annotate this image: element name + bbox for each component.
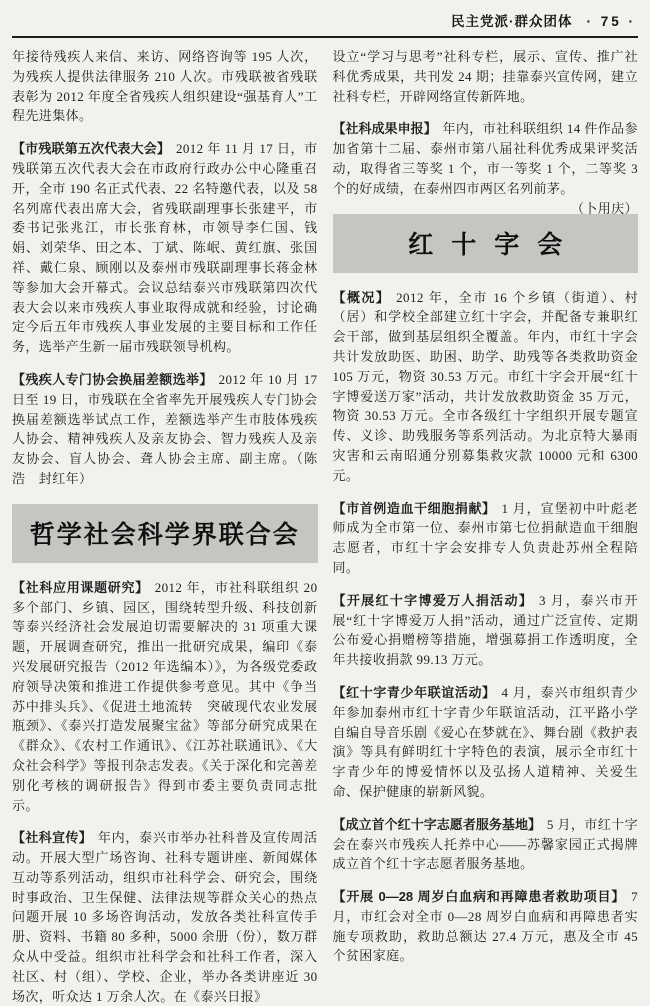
running-head-section-title: 民主党派·群众团体 xyxy=(450,14,573,29)
entry-text: 1 月，宣堡初中叶彪老师成为全市第一位、泰州市第七位捐献造血干细胞志愿者，市红十字会安排专人负责赴苏州全程陪同。 xyxy=(332,500,638,575)
byline: （卜用庆） xyxy=(570,200,638,216)
section-header: 红十字会 xyxy=(333,214,639,273)
entry-title: 【开展 0—28 周岁白血病和再障患者救助项目】 xyxy=(332,889,626,905)
entry-paragraph xyxy=(333,288,639,486)
entry-paragraph xyxy=(333,815,639,874)
entry-text: 2012 年，市社科联组织 20 多个部门、乡镇、园区，围绕转型升级、科技创新等泰兴经济社会发展迫切需要解决的 31 项重大课题，开展调查研究，推出一批研究成果，编印《泰兴发展研究报告（2012 年选编本）》，为各级党委政府领导决策和推进工作提供参考意见。其中《争当苏中排头兵》、《促进土地流转 突破现代农业发展瓶颈》、《泰兴打造发展聚宝盆》等部分研究成果在《群众》、《农村工作通讯》、《江苏社联通讯》、《大众社会科学》等报刊杂志发表。《关于深化和完善差别化考核的调研报告》得到市委主要负责同志批示。 xyxy=(12,579,318,813)
page-header xyxy=(12,8,638,36)
continuation-paragraph xyxy=(12,47,318,126)
entry-text: 4 月，泰兴市组织青少年参加泰州市红十字青少年联谊活动，江平路小学自编自导音乐剧《爱心在梦就在》、舞台剧《救护表演》等具有鲜明红十字特色的表演，展示全市红十字青少年的博爱情怀以及弘扬人道精神、关爱生命、保护健康的崭新风貌。 xyxy=(332,684,638,799)
entry-paragraph xyxy=(12,139,318,357)
entry-title: 【市首例造血干细胞捐献】 xyxy=(332,500,496,516)
entry-title: 【社科宣传】 xyxy=(12,830,93,846)
entry-paragraph xyxy=(12,578,318,816)
entry-title: 【红十字青少年联谊活动】 xyxy=(332,684,496,700)
continuation-paragraph xyxy=(333,47,639,106)
column-left xyxy=(12,47,331,1006)
entry-text: 5 月，市红十字会在泰兴市残疾人托养中心——苏馨家园正式揭牌成立首个红十字志愿者服务基地。 xyxy=(332,816,638,872)
entry-text: 3 月，泰兴市开展“红十字博爱万人捐”活动，通过广泛宣传、定期公布爱心捐赠榜等措施，增强募捐工作透明度，全年共接收捐款 99.13 万元。 xyxy=(332,592,638,668)
entry-title: 【社科应用课题研究】 xyxy=(12,579,149,595)
entry-paragraph xyxy=(333,887,639,966)
entry-title: 【残疾人专门协会换届差额选举】 xyxy=(12,371,213,387)
entry-title: 【社科成果申报】 xyxy=(332,121,437,137)
page-number: · 75 · xyxy=(586,14,636,29)
entry-paragraph xyxy=(332,119,639,216)
column-right xyxy=(333,47,639,1006)
entry-paragraph xyxy=(333,683,639,802)
entry-paragraph xyxy=(12,370,331,489)
entry-title: 【开展红十字博爱万人捐活动】 xyxy=(332,592,534,608)
entry-paragraph xyxy=(333,499,639,578)
entry-paragraph xyxy=(12,828,318,1006)
entry-text: 设立“学习与思考”社科专栏，展示、宣传、推广社科优秀成果，共刊发 24 期；挂靠泰兴宣传网，建立社科专栏，开辟网络宣传新阵地。 xyxy=(332,49,638,104)
entry-text: 7 月，市红会对全市 0—28 周岁白血病和再障患者实施专项救助，救助总额达 27.4 万元，惠及全市 45 个贫困家庭。 xyxy=(332,889,638,964)
entry-text: 年内，市社科联组织 14 件作品参加省第十二届、泰州市第八届社科优秀成果评奖活动，取得省三等奖 1 个，市一等奖 1 个，二等奖 3 个的好成绩，在泰州四市两区名列前茅。 xyxy=(332,121,638,196)
entry-title: 【成立首个红十字志愿者服务基地】 xyxy=(332,816,542,832)
content-columns xyxy=(12,47,638,1006)
entry-text: 2012 年 11 月 17 日，市残联第五次代表大会在市政府行政办公中心隆重召开，全市 190 名正式代表、22 名特邀代表，以及 58 名列席代表出席大会，省残联副理事长张建平，市委书记张兆江，市长张育林，市领导李仁国、钱娟、刘荣华、田之本、丁斌、陈岷、黄红旗、张国祥、戴仁泉、顾刚以及泰州市残联副理事长蒋金林等参加大会开幕式。会议总结泰兴市残联第四次代表大会以来市残疾人事业取得成就和经验，讨论确定今后五年市残疾人事业发展的主要目标和工作任务，选举产生新一届市残联领导机构。 xyxy=(12,141,318,355)
entry-title: 【市残联第五次代表大会】 xyxy=(12,141,171,157)
entry-text: 年接待残疾人来信、来访、网络咨询等 195 人次，为残疾人提供法律服务 210 人次。市残联被省残联表彰为 2012 年度全省残疾人组织建设“强基育人”工程先进集体。 xyxy=(12,49,318,124)
section-header: 哲学社会科学界联合会 xyxy=(12,504,318,563)
header-rule xyxy=(12,36,638,38)
entry-text: 年内，泰兴市举办社科普及宣传周活动。开展大型广场咨询、社科专题讲座、新闻媒体互动等系列活动，组织市社科学会、研究会，围绕时事政治、卫生保健、法律法规等群众关心的热点问题开展 10 多场咨询活动，发放各类社科宣传手册、资料、书籍 80 多种，5000 余册（份），数万群众从中受益。组织市社科学会和社科工作者，深入社区、村（组）、学校、企业，举办各类讲座近 30 场次，听众达 1 万余人次。在《泰兴日报》 xyxy=(12,830,318,1004)
entry-paragraph xyxy=(333,591,639,670)
entry-text: 2012 年 10 月 17 日至 19 日，市残联在全省率先开展残疾人专门协会换届差额选举试点工作，差额选举产生市肢体残疾人协会、精神残疾人及亲友协会、智力残疾人及亲友协会、盲人协会、聋人协会主席、副主席。（陈 浩 封红年） xyxy=(12,371,331,486)
entry-text: 2012 年，全市 16 个乡镇（街道）、村（居）和学校全部建立红十字会，并配备专兼职红会干部，做到基层组织全覆盖。年内，市红十字会共计发放助医、助困、助学、助残等各类救助资金 105 万元，物资 30.53 万元。市红十字会开展“红十字博爱送万家”活动，共计发放救助资金 35 万元，物资 30.53 万元。全市各级红十字组织开展专题宣传、义诊、助残服务等系列活动。为北京特大暴雨灾害和云南昭通分别募集救灾款 10000 元和 6300 元。 xyxy=(332,289,638,483)
entry-title: 【概况】 xyxy=(332,289,391,305)
